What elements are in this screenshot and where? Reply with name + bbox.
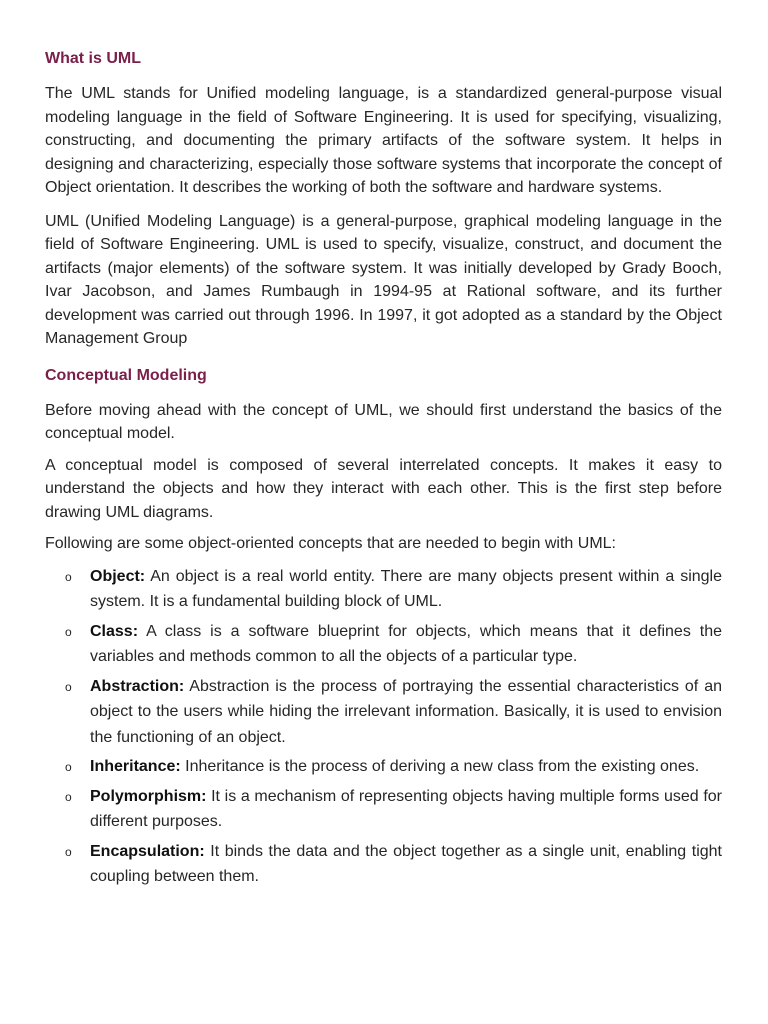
list-item-class [45,619,722,670]
concept-description: It is a mechanism of representing objects having multiple forms used for different purposes. [90,787,722,830]
concept-term: Class: [90,622,139,640]
document-page [45,48,722,894]
paragraph-conceptual-model: A conceptual model is composed of several interrelated concepts. It makes it easy to understand the objects and how they interact with each other. This is the first step before drawing UML diagrams. [45,456,722,521]
bullet-icon: o [65,760,72,774]
concept-description: Inheritance is the process of deriving a new class from the existing ones. [180,758,700,775]
concept-term: Abstraction: [90,677,185,695]
paragraph-conceptual-intro: Before moving ahead with the concept of UML, we should first understand the basics of the conceptual model. [45,401,722,442]
list-item-polymorphism [45,784,722,835]
concept-list [45,564,722,890]
list-item-object [45,564,722,615]
paragraph-uml-history: UML (Unified Modeling Language) is a general-purpose, graphical modeling language in the field of Software Engineering. UML is used to specify, visualize, construct, and document the artifacts (major elements) of the software system. It was initially developed by Grady Booch, Ivar Jacobson, and James Rumbaugh in 1994-95 at Rational software, and its further development was carried out through 1996. In 1997, it got adopted as a standard by the Object Management Group [45,212,722,347]
list-item-encapsulation [45,839,722,890]
concept-term: Encapsulation: [90,842,205,860]
section-heading-conceptual-modeling: Conceptual Modeling [45,366,207,384]
bullet-icon: o [65,789,72,804]
section-heading-what-is-uml: What is UML [45,50,141,67]
concept-term: Object: [90,567,146,585]
concept-description: Abstraction is the process of portraying the essential characteristics of an object to the users while hiding the irrelevant information. Basically, it is used to envision the functioning of an object. [90,677,722,746]
paragraph-concepts-intro: Following are some object-oriented concepts that are needed to begin with UML: [45,535,616,552]
concept-term: Inheritance: [90,758,181,775]
concept-term: Polymorphism: [90,787,207,805]
concept-description: An object is a real world entity. There are many objects present within a single system. It is a fundamental building block of UML. [90,567,722,610]
concept-description: It binds the data and the object together as a single unit, enabling tight coupling between them. [90,842,722,885]
bullet-icon: o [65,679,72,694]
concept-description: A class is a software blueprint for objects, which means that it defines the variables and methods common to all the objects of a particular type. [90,622,722,665]
list-item-inheritance [45,754,722,780]
bullet-icon: o [65,569,72,584]
paragraph-uml-definition: The UML stands for Unified modeling language, is a standardized general-purpose visual modeling language in the field of Software Engineering. It is used for specifying, visualizing, constructing, and documenting the primary artifacts of the software system. It helps in designing and characterizing, especially those software systems that incorporate the concept of Object orientation. It describes the working of both the software and hardware systems. [45,85,722,196]
bullet-icon: o [65,844,72,859]
bullet-icon: o [65,624,72,639]
list-item-abstraction [45,674,722,751]
